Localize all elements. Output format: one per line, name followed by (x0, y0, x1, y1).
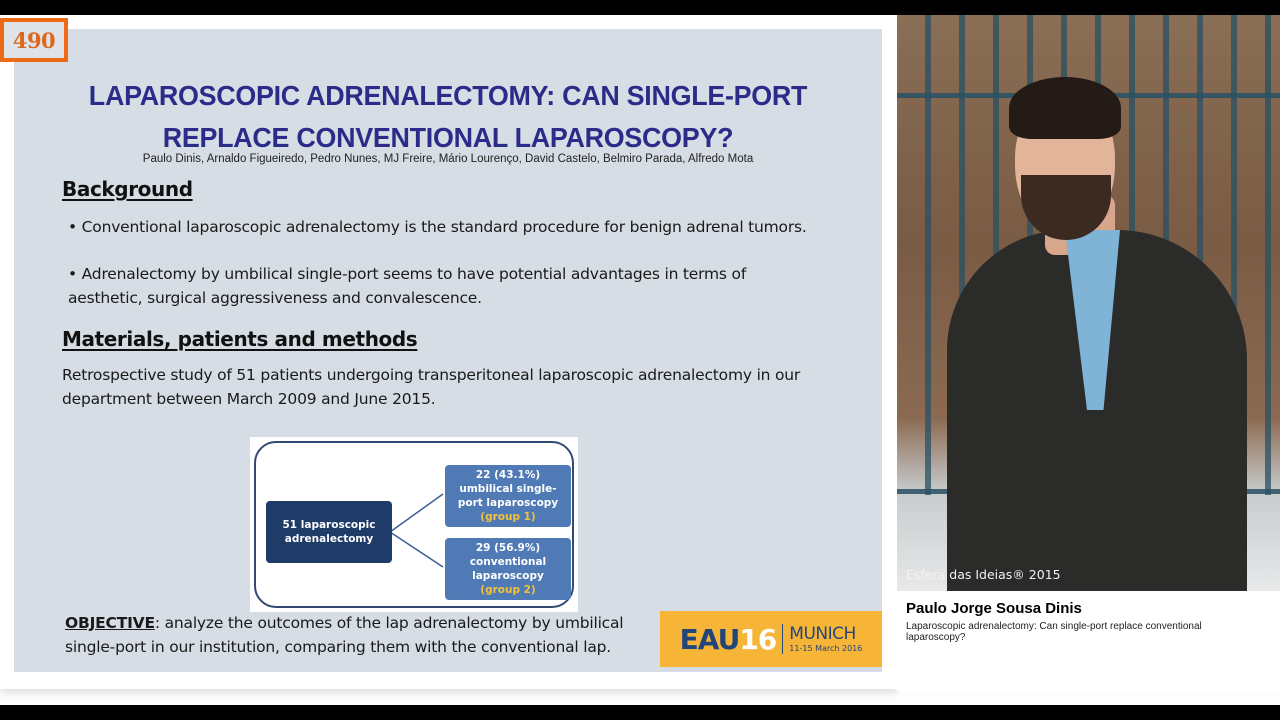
eau16-munich-banner (660, 611, 882, 667)
diagram-node-total-label: 51 laparoscopic adrenalectomy (282, 519, 376, 545)
eau-logo-year: 16 (739, 622, 777, 656)
background-bullet-2: • Adrenalectomy by umbilical single-port seems to have potential advantages in terms of aesthetic, surgical aggressiveness and convalescence. (68, 265, 747, 307)
diagram-node-group2 (445, 538, 571, 600)
diagram-node-group2-content (452, 541, 564, 597)
diagram-node-total (266, 501, 392, 563)
methods-heading: Materials, patients and methods (62, 327, 418, 351)
diagram-node-group1-content (452, 468, 564, 524)
diagram-frame (254, 441, 574, 608)
eau-city: MUNICH (789, 623, 856, 644)
slide-title: LAPAROSCOPIC ADRENALECTOMY: CAN SINGLE-PORT REPLACE CONVENTIONAL LAPAROSCOPY? (88, 80, 808, 153)
slide-authors: Paulo Dinis, Arnaldo Figueiredo, Pedro Nunes, MJ Freire, Mário Lourenço, David Castelo, Belmiro Parada, Alfredo Mota (142, 153, 754, 165)
eau-logo-text: EAU (679, 622, 740, 656)
patient-flow-diagram (250, 437, 578, 612)
speaker-name: Paulo Jorge Sousa Dinis (906, 600, 1082, 617)
bottom-letterbox (0, 705, 1280, 720)
eau-location (789, 623, 863, 653)
objective-body: : analyze the outcomes of the lap adrenalectomy by umbilical single-port in our institution, comparing them with the conventional lap. (65, 614, 624, 656)
methods-text: Retrospective study of 51 patients undergoing transperitoneal laparoscopic adrenalectomy in our department between March 2009 and June 2015. (62, 366, 801, 408)
abstract-number-badge: 490 (0, 18, 68, 62)
background-bullet-1: • Conventional laparoscopic adrenalectomy is the standard procedure for benign adrenal tumors. (68, 218, 807, 236)
background-heading: Background (62, 177, 193, 201)
eau-logo (680, 623, 777, 656)
speaker-info-panel (897, 591, 1280, 691)
diagram-node-group1-label: 22 (43.1%) umbilical single-port laparoscopy (457, 469, 559, 509)
speaker-talk-title: Laparoscopic adrenalectomy: Can single-port replace conventional laparoscopy? (906, 621, 1202, 643)
presentation-slide (14, 29, 882, 672)
photo-credit: Esfera das Ideias® 2015 (906, 567, 1061, 582)
top-letterbox (0, 0, 1280, 15)
diagram-node-group2-label: 29 (56.9%) conventional laparoscopy (469, 542, 547, 582)
eau-dates: 11-15 March 2016 (789, 643, 863, 653)
speaker-hair (1009, 77, 1121, 139)
diagram-node-group1 (445, 465, 571, 527)
objective-text (65, 611, 665, 659)
group1-tag: (group 1) (480, 511, 536, 523)
objective-label: OBJECTIVE (65, 614, 155, 632)
slide-card (0, 15, 897, 689)
video-stage (0, 15, 1280, 705)
speaker-photo (897, 15, 1280, 591)
eau-divider (782, 624, 783, 654)
group2-tag: (group 2) (480, 584, 536, 596)
